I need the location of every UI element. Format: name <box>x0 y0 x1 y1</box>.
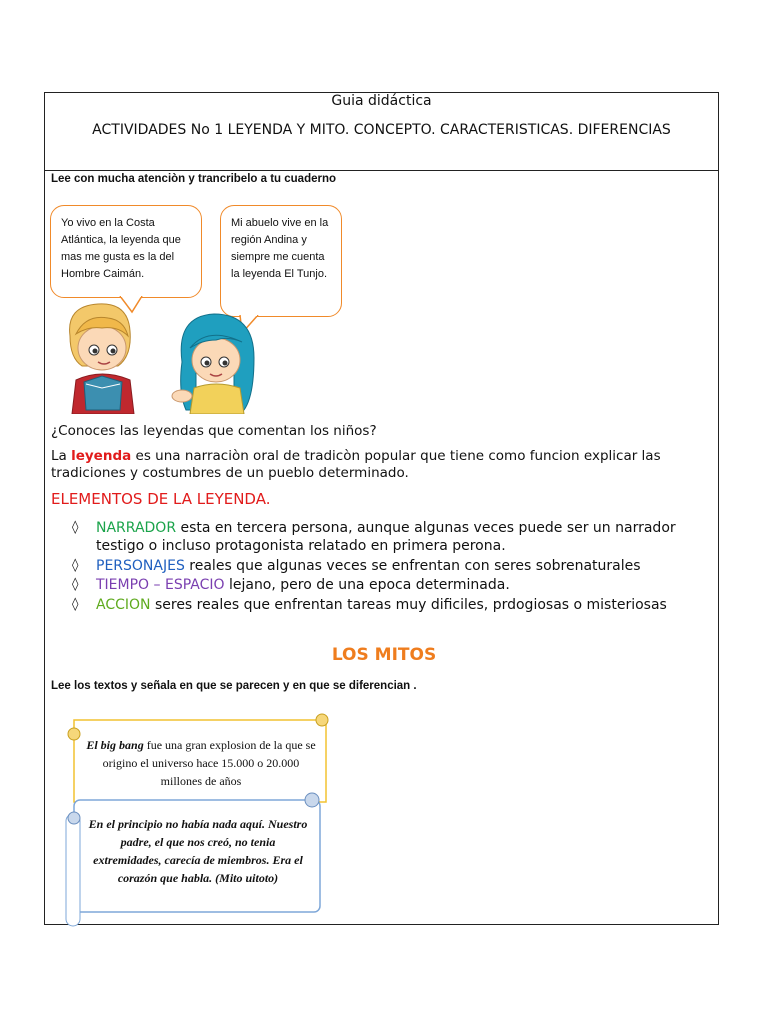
instruction-compare: Lee los textos y señala en que se parecen y en que se diferencian . <box>51 680 417 692</box>
scroll-text-bigbang <box>84 736 318 790</box>
bullet-icon: ◊ <box>72 577 79 592</box>
boy-figure <box>70 304 134 414</box>
element-key: ACCION <box>96 597 151 613</box>
instruction-read: Lee con mucha atenciòn y trancribelo a tu cuaderno <box>51 173 337 185</box>
element-text: esta en tercera persona, aunque algunas veces puede ser un narrador testigo o incluso protagonista relatado en primera perona. <box>96 520 676 554</box>
element-narrador <box>96 519 696 555</box>
page-subtitle: ACTIVIDADES No 1 LEYENDA Y MITO. CONCEPTO. CARACTERISTICAS. DIFERENCIAS <box>92 122 671 138</box>
element-key: NARRADOR <box>96 520 177 536</box>
bullet-icon: ◊ <box>72 558 79 573</box>
element-text: lejano, pero de una epoca determinada. <box>224 577 510 593</box>
question-text: ¿Conoces las leyendas que comentan los niños? <box>51 423 377 439</box>
mitos-title: LOS MITOS <box>331 645 437 665</box>
speech-bubble-boy <box>50 205 202 298</box>
scroll1-lead: El big bang <box>86 738 144 752</box>
scroll-text-uitoto: En el principio no había nada aquí. Nuestro padre, el que nos creó, no tenia extremidades, carecía de miembros. Era el corazón que habla. (Mito uitoto) <box>88 817 308 885</box>
bullet-icon: ◊ <box>72 597 79 612</box>
definition-prefix: La <box>51 448 72 464</box>
definition-keyword: leyenda <box>71 448 132 464</box>
element-text: reales que algunas veces se enfrentan con seres sobrenaturales <box>184 558 641 574</box>
kids-illustration <box>58 296 268 414</box>
legend-definition <box>51 448 691 482</box>
bubble-girl-text: Mi abuelo vive en la región Andina y siempre me cuenta la leyenda El Tunjo. <box>231 217 329 280</box>
page-title: Guia didáctica <box>331 93 432 109</box>
element-key: PERSONAJES <box>96 558 185 574</box>
bubble-boy-text: Yo vivo en la Costa Atlántica, la leyenda que mas me gusta es la del Hombre Caimán. <box>61 217 181 280</box>
worksheet-header <box>45 93 718 171</box>
element-tiempo-espacio <box>96 576 696 594</box>
bullet-icon: ◊ <box>72 520 79 535</box>
element-text: seres reales que enfrentan tareas muy dificiles, prdogiosas o misteriosas <box>150 597 667 613</box>
element-accion <box>96 596 696 614</box>
elements-title: ELEMENTOS DE LA LEYENDA. <box>51 490 271 508</box>
element-personajes <box>96 557 696 575</box>
scroll1-text: fue una gran explosion de la que se origino el universo hace 15.000 o 20.000 millones de años <box>102 738 316 788</box>
definition-rest: es una narraciòn oral de tradicòn popular que tiene como funcion explicar las tradiciones y costumbres de un pueblo determinado. <box>51 448 661 481</box>
element-key: TIEMPO – ESPACIO <box>96 577 225 593</box>
girl-figure <box>172 314 254 414</box>
